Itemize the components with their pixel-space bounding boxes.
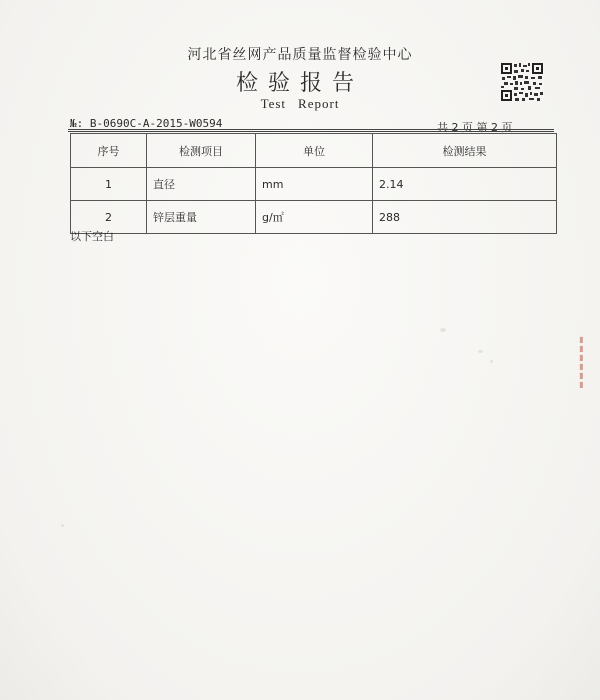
row-result: 288	[373, 201, 557, 234]
blank-below-note: 以下空白	[70, 230, 114, 243]
row-no: 1	[71, 168, 147, 201]
subtitle-word-test: Test	[260, 96, 287, 111]
table-row	[71, 201, 557, 234]
report-number: №: B-0690C-A-2015-W0594	[70, 117, 223, 130]
column-header-unit: 单位	[256, 134, 373, 168]
header-rule-double	[68, 131, 554, 132]
page-count: 共 2 页 第 2 页	[437, 121, 513, 134]
paper-speck	[61, 524, 64, 527]
column-header-no: 序号	[71, 134, 147, 168]
header-rule	[68, 129, 554, 130]
column-header-item: 检测项目	[147, 134, 256, 168]
report-title: 检验报告	[235, 71, 364, 96]
table-header-row	[71, 134, 557, 168]
seam-stamp-icon: ▮▮▮▮▮▮	[577, 335, 586, 389]
row-unit: mm	[256, 168, 373, 201]
row-result: 2.14	[373, 168, 557, 201]
paper-speck	[490, 360, 493, 363]
row-item: 锌层重量	[147, 201, 256, 234]
institution-name: 河北省丝网产品质量监督检验中心	[187, 47, 413, 63]
qr-code-icon	[500, 62, 544, 102]
subtitle-word-report: Report	[298, 96, 340, 111]
row-unit: g/㎡	[256, 201, 373, 234]
row-no: 2	[71, 201, 147, 234]
table-row	[71, 168, 557, 201]
row-item: 直径	[147, 168, 256, 201]
paper-speck	[440, 328, 446, 332]
results-table	[70, 133, 557, 234]
paper-speck	[478, 350, 483, 353]
column-header-result: 检测结果	[373, 134, 557, 168]
